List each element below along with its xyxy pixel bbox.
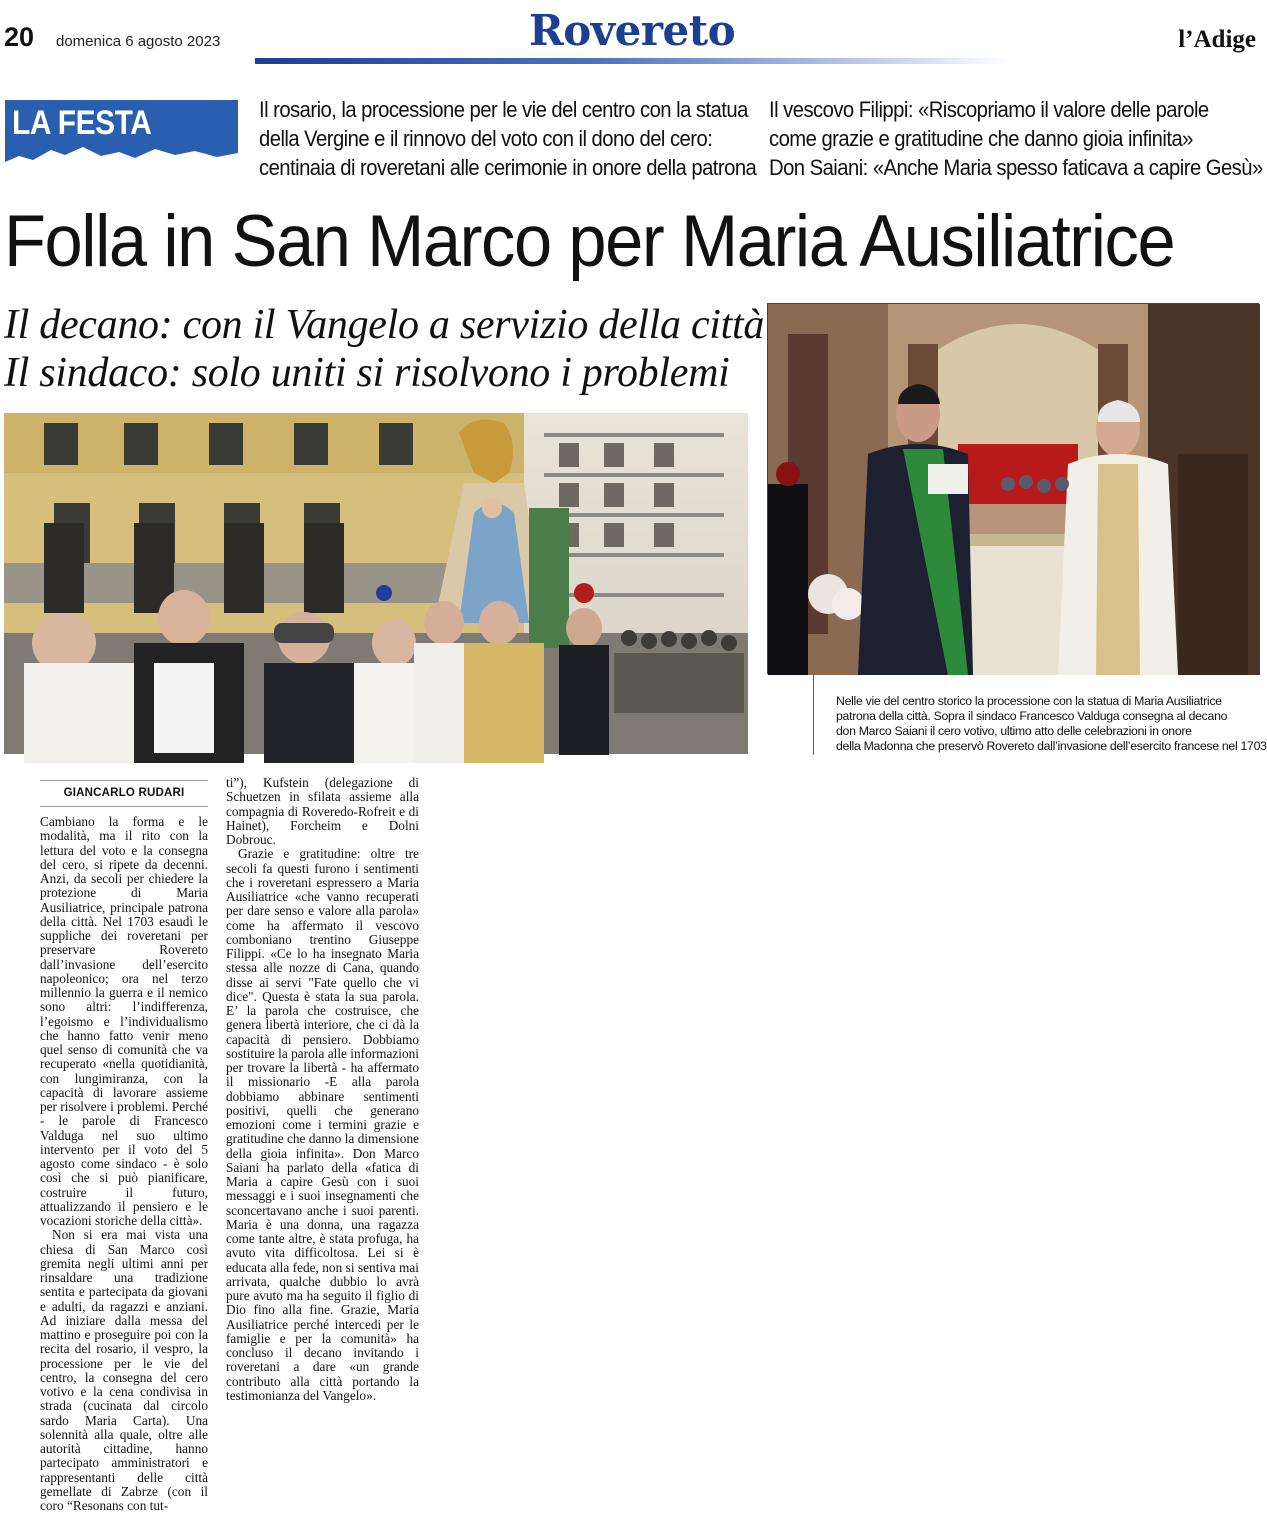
kicker-line: Il rosario, la processione per le vie del centro con la statua [259, 97, 748, 122]
newspaper-logo: l’Adige [1178, 26, 1256, 53]
procession-photo [4, 413, 748, 754]
section-tag: LA FESTA [12, 104, 152, 142]
author-rule [40, 780, 208, 781]
caption-line: della Madonna che preservò Rovereto dall’invasione dell’esercito francese nel 1703 [836, 739, 1267, 753]
byline: GIANCARLO RUDARI [63, 787, 185, 799]
kicker-line: centinaia di roveretani alle cerimonie in onore della patrona [259, 155, 757, 180]
article-paragraph: Non si era mai vista una chiesa di San Marco così gremita negli ultimi anni per rinsaldare una tradizione sentita e partecipata da giovani e adulti, da ragazzi e anziani. Ad iniziare dalla messa del mattino e proseguire poi con la recita del rosario, il vespro, la processione per le vie del centro, la consegna del cero votivo e la cena condivisa in strada (cucinata dal circolo sardo Maria Carta). Una solennità alla quale, oltre alle autorità cittadine, hanno partecipato amministratori e rappresentanti delle città gemellate di Zabrze (con il coro “Resonans con tut- [40, 1227, 208, 1513]
article-paragraph: Cambiano la forma e le modalità, ma il rito con la lettura del voto e la consegna del cero, si ripete da decenni. Anzi, da secoli per chiedere la protezione di Maria Ausiliatrice, principale patrona della città. Nel 1703 esaudì le suppliche dei roveretani per preservare Rovereto dall’invasione dell’esercito napoleonico; ora nel terzo millennio la guerra e il nemico sono altri: l’indifferenza, l’egoismo e l’individualismo che hanno fatto venir meno quel senso di comunità che va recuperato «nella quotidianità, con lungimiranza, con la capacità di lavorare assieme per risolvere i problemi. Perché - le parole di Francesco Valduga nel suo ultimo intervento per il voto del 5 agosto come sindaco - è solo così che si può pianificare, costruire il futuro, attualizzando il pensiero e le vocazioni storiche della città». [40, 814, 208, 1228]
subheadline: Il sindaco: solo uniti si risolvono i problemi [4, 350, 730, 396]
caption-rule [813, 675, 814, 755]
photo-caption [836, 694, 1266, 754]
headline: Folla in San Marco per Maria Ausiliatrice [4, 201, 1175, 282]
article-paragraph: ti”), Kufstein (delegazione di Schuetzen in sfilata assieme alla compagnia di Roveredo-Rofreit e di Hainet), Forcheim e Dolni Dobrouc. [226, 775, 419, 847]
kicker-line: Don Saiani: «Anche Maria spesso faticava a capire Gesù» [769, 155, 1263, 180]
caption-line: Nelle vie del centro storico la processione con la statua di Maria Ausiliatrice [836, 694, 1222, 708]
author-rule [40, 806, 208, 807]
article-paragraph: Grazie e gratitudine: oltre tre secoli fa questi furono i sentimenti che i roveretani espressero a Maria Ausiliatrice «che vanno recuperati per dare senso e valore alla parola» come ha affermato il vescovo comboniano trentino Giuseppe Filippi. «Ce lo ha insegnato Maria stessa alle nozze di Cana, quando disse ai servi "Fate quello che vi dice". Questa è stata la sua parola. E’ la parola che costruisce, che genera libertà interiore, che ci dà la capacità di pensiero. Dobbiamo sostituire la parola alle informazioni per trovare la libertà - ha affermato il missionario -E alla parola dobbiamo abbinare sentimenti positivi, quelli che generano emozioni come i termini grazie e gratitudine che danno la dimensione della gioia infinita». Don Marco Saiani ha parlato della «fatica di Maria a capire Gesù con i suoi messaggi e i suoi insegnamenti che sconcertavano anche i suoi parenti. Maria è una donna, una ragazza come tante altre, è stata profuga, ha avuto vita difficoltosa. Lei si è educata alla fede, non si sentiva mai arrivata, qualche dubbio lo avrà pure avuto ma ha seguito il figlio di Dio fino alla fine. Grazie, Maria Ausiliatrice perché intercedi per le famiglie e per la comunità» ha concluso il decano invitando i roveretani a dare «un grande contributo alla città portando la testimonianza del Vangelo». [226, 846, 419, 1403]
section-title: Rovereto [528, 6, 736, 55]
issue-date: domenica 6 agosto 2023 [56, 33, 221, 50]
caption-line: patrona della città. Sopra il sindaco Francesco Valduga consegna al decano [836, 709, 1228, 723]
caption-line: don Marco Saiani il cero votivo, ultimo atto delle celebrazioni in onore [836, 724, 1192, 738]
kicker-line: Il vescovo Filippi: «Riscopriamo il valore delle parole [769, 97, 1209, 122]
kicker-line: come grazie e gratitudine che danno gioia infinita» [769, 126, 1193, 151]
article-column-1 [40, 815, 208, 1513]
header-rule [255, 58, 1010, 64]
subheadline: Il decano: con il Vangelo a servizio della città [4, 302, 765, 348]
kicker-left [259, 95, 756, 182]
church-interior-photo [767, 303, 1259, 674]
article-column-2 [226, 776, 419, 1403]
kicker-line: della Vergine e il rinnovo del voto con il dono del cero: [259, 126, 713, 151]
kicker-right [769, 95, 1263, 182]
page-number: 20 [4, 22, 35, 52]
